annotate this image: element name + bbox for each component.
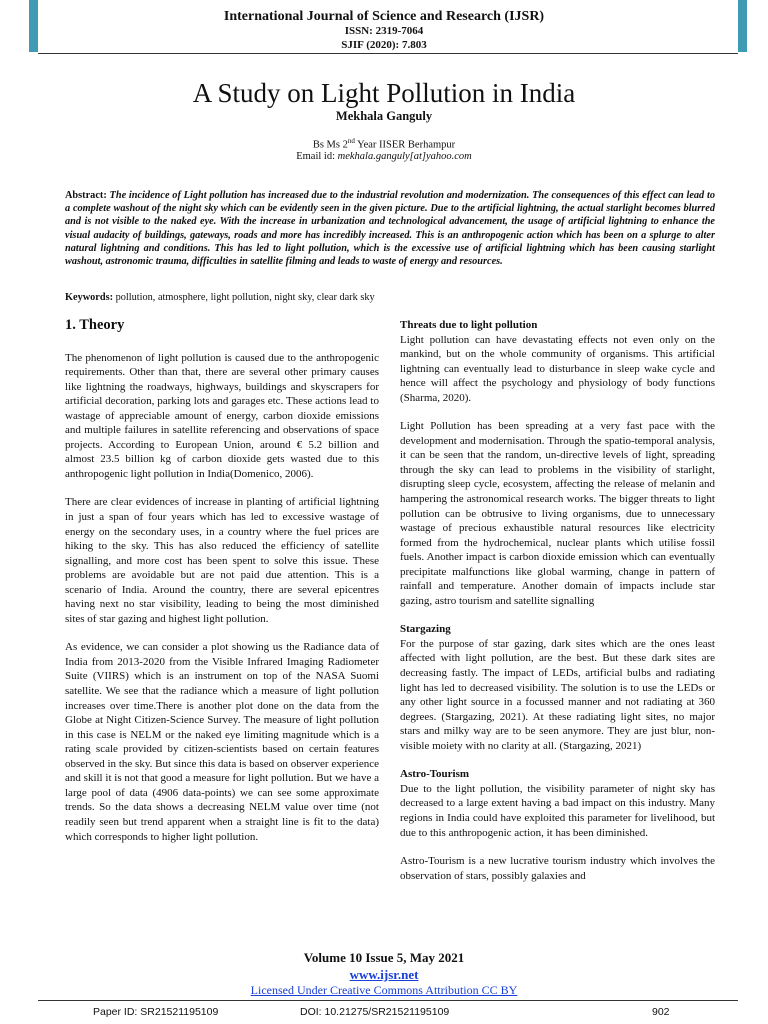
- paper-title: A Study on Light Pollution in India: [192, 78, 576, 109]
- author-name: Mekhala Ganguly: [335, 109, 433, 123]
- keywords: [65, 292, 715, 303]
- abstract-label: Abstract:: [65, 190, 107, 201]
- header-rule: [38, 53, 738, 54]
- keywords-label: Keywords:: [65, 292, 114, 303]
- footer-rule: [38, 1000, 738, 1001]
- astro-paragraph-2: Astro-Tourism is a new lucrative tourism industry which involves the observation of stars, possibly galaxies and: [400, 855, 715, 882]
- journal-name: International Journal of Science and Research (IJSR): [223, 9, 545, 24]
- keywords-text: pollution, atmosphere, light pollution, night sky, clear dark sky: [113, 292, 375, 303]
- heading-astro-tourism: Astro-Tourism: [400, 768, 470, 781]
- abstract-text: The incidence of Light pollution has increased due to the industrial revolution and modernization. The consequences of this effect can lead to a complete washout of the night sky which can be evidently seen in the given picture. Due to the artificial lightning, the actual starlight becomes blurred and is not visible to the naked eye. With the increase in urbanization and technological advancement, the usage of artificial lightning to enhance the visual audacity of buildings, gateways, roads and more has incredibly increased. This is an anthropogenic action which has been on a splurge to alter natural lightning and conditions. This has led to light pollution, which is the excessive use of artificial lightning which has been causing starlight washout, astronomic trauma, difficulties in satellite filming and leads to waste of energy and resources.: [65, 190, 716, 268]
- footer-journal-link[interactable]: www.ijsr.net: [349, 967, 419, 982]
- footer-volume: Volume 10 Issue 5, May 2021: [303, 950, 465, 965]
- footer-license-link[interactable]: Licensed Under Creative Commons Attribution CC BY: [250, 983, 518, 997]
- footer-page-number: 902: [652, 1006, 670, 1018]
- author-email: [0, 151, 768, 162]
- journal-sjif: SJIF (2020): 7.803: [341, 39, 427, 51]
- affiliation-sup: nd: [347, 137, 355, 145]
- theory-paragraph-1: The phenomenon of light pollution is caused due to the anthropogenic requirements. Other than that, there are several other primary causes like lightning the roadways, highways, buildings and skyscrapers for artificial decoration, parking lots and garages etc. These actions lead to wastage of appreciable amount of energy, carbon dioxide emissions and multiple failures in satellite referencing and observations of space projects. According to European Union, around € 5.2 billion and almost 23.5 billion kg of carbon dioxide gets wasted due to this anthropogenic light pollution in India(Domenico, 2006).: [65, 351, 379, 480]
- heading-stargazing: Stargazing: [400, 623, 451, 636]
- abstract: [65, 189, 715, 268]
- heading-threats: Threats due to light pollution: [400, 319, 538, 331]
- email-address: mekhala.ganguly[at]yahoo.com: [337, 151, 472, 162]
- journal-issn: ISSN: 2319-7064: [344, 25, 424, 37]
- astro-paragraph-1: Due to the light pollution, the visibility parameter of night sky has decreased to a large extent having a bad impact on this industry. Many regions in India could have exploited this parameter for livelihood, but due to this anthropogenic action, it has been diminished.: [400, 782, 715, 839]
- footer-paper-id: Paper ID: SR21521195109: [93, 1006, 219, 1018]
- section-heading-theory: 1. Theory: [65, 317, 125, 333]
- threats-paragraph-2: Light Pollution has been spreading at a very fast pace with the development and modernisation. Through the spatio-temporal analysis, it can be seen that the random, un-directive levels of light, spreading through the sky can lead to problems in the visibility of starlight, disrupting sleep cycle, ecosystem, affecting the release of melanin and hampering the astronomical research works. The bigger threats to light pollution can be obtrusive to living organisms, due to unnecessary wastage of precious exhaustible natural resources like electricity formed from the hydrochemical, nuclear plants which utilise fossil fuels. Another impact is carbon dioxide emission which can eventually precipitate malfunctions like global warming, change in pattern of rainfall and temperature. Another domain of impacts include star gazing, astro tourism and satellite signalling: [400, 420, 715, 607]
- author-affiliation: [0, 137, 768, 151]
- affiliation-post: Year IISER Berhampur: [354, 139, 456, 151]
- footer-doi: DOI: 10.21275/SR21521195109: [300, 1006, 450, 1018]
- theory-paragraph-3: As evidence, we can consider a plot showing us the Radiance data of India from 2013-2020 from the Visible Infrared Imaging Radiometer Suite (VIIRS) which is an instrument on top of the NASA Suomi satellite. We see that the radiance which a measure of light pollution increases over time.There is another plot done on the data from the Globe at Night Citizen-Science Survey. The measure of light pollution in this case is NELM or the naked eye limiting magnitude which is a rating scale provided by citizen-scientists based on certain features observed in the sky. But since this data is based on observer experience and skill it is not that good a measure for light pollution. But we have a large pool of data (4906 data-points) we can see some approximate trends. So the data shows a decreasing NELM value over time (not readily seen but trend apparent when a straight line is fit to the data) which corresponds to higher light pollution.: [65, 641, 379, 843]
- threats-paragraph-1: Light pollution can have devastating effects not even only on the mankind, but on the whole community of organisms. This artificial lightning can eventually lead to disturbance in sleep wake cycle and hence will affect the psychology and physiology of body functions (Sharma, 2020).: [400, 333, 715, 404]
- left-column: [65, 318, 379, 858]
- email-label: Email id:: [296, 151, 338, 162]
- right-column: [400, 318, 715, 897]
- theory-paragraph-2: There are clear evidences of increase in planting of artificial lightning in just a span of four years which has led to excessive wastage of energy on the secondary uses, in a country where the fuel prices are hiking to the sky. This has also reduced the efficiency of satellite signalling, and more cost has been spent to solve this issue. These problems are avoidable but are not paid due attention. This is a scenario of India. Around the country, there are several epicentres having next no star visibility, leading to being the most diminished sites of star gazing and highest light pollution.: [65, 496, 379, 625]
- stargazing-paragraph: For the purpose of star gazing, dark sites which are the ones least affected with light pollution, are the best. But these dark sites are decreasing fastly. The impact of LEDs, artificial bulbs and radiating light has led to decreased visibility. The solution is to use the LEDs or any other light source in a focussed manner and not radiating at 360 degrees. (Stargazing, 2021). At these radiating light sites, no major stars and milky way are to be seen anymore. They are just blur, non-visible moiety with no clarity at all. (Stargazing, 2021): [400, 637, 715, 752]
- affiliation-pre: Bs Ms 2: [312, 139, 348, 151]
